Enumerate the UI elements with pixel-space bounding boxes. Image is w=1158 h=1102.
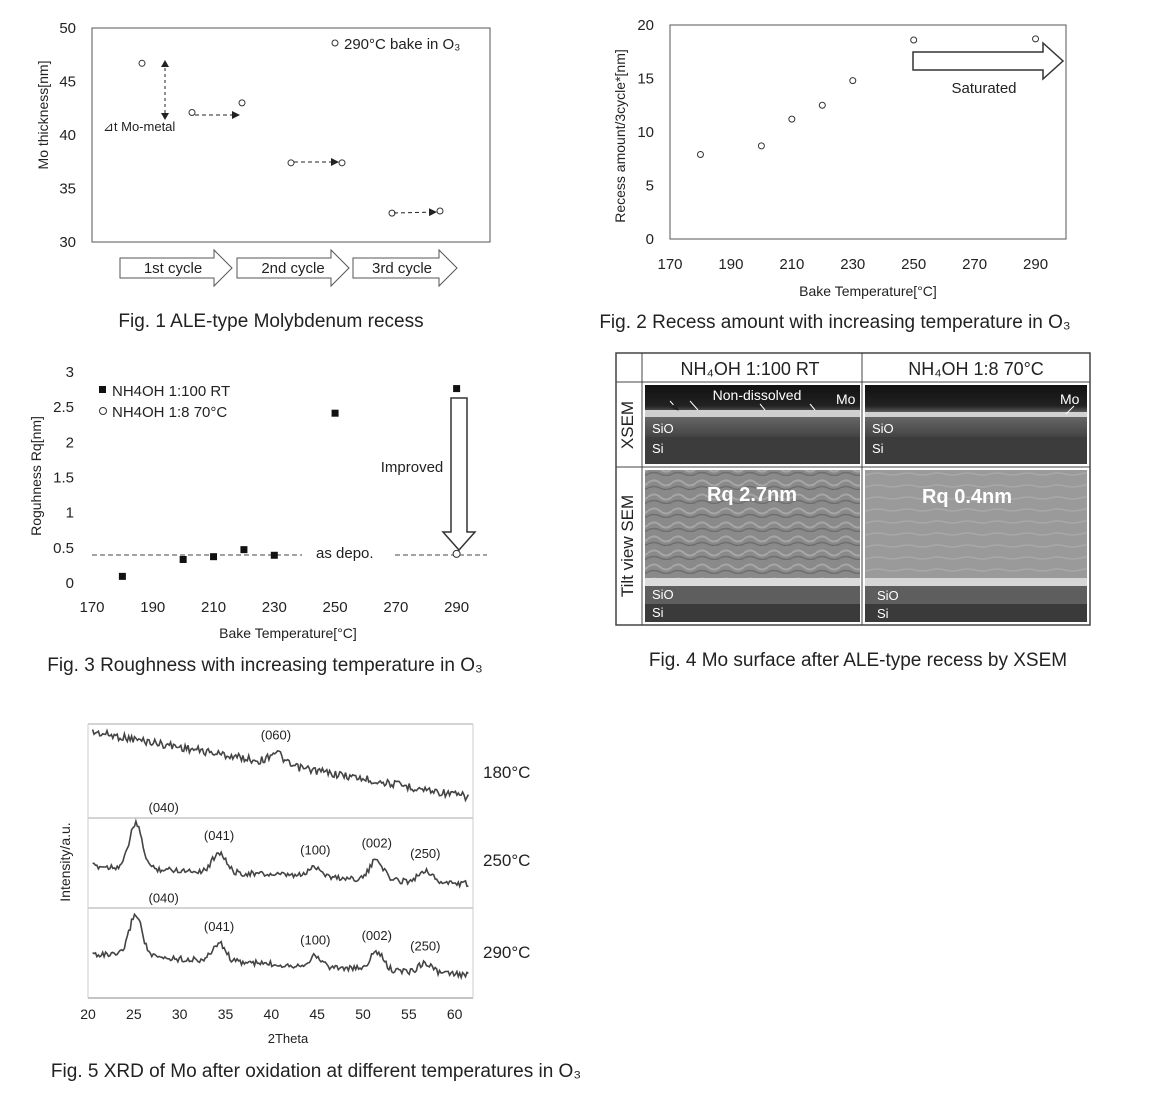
fig2-data-point: [758, 143, 764, 149]
fig4-xsem-image-2: [865, 385, 1087, 464]
fig1-annotation: ⊿t Mo-metal: [103, 119, 176, 134]
fig2-data-point: [1033, 36, 1039, 42]
fig2-xtick-label: 250: [901, 256, 927, 273]
fig4-mo-label-1: Mo: [836, 391, 856, 407]
fig1-ytick-label: 35: [59, 180, 76, 198]
fig2-xticks: [657, 256, 1048, 273]
fig5-peak-labels: [148, 728, 440, 954]
fig4-rq-label-2: Rq 0.4nm: [921, 486, 1013, 508]
fig3-ytick-label: 0: [65, 575, 74, 592]
fig4-sio-label-4: SiO: [877, 588, 899, 603]
fig1-points: [139, 60, 443, 216]
fig3-annotation: Improved: [380, 459, 444, 476]
fig3-legend-2: NH4OH 1:8 70°C: [112, 404, 228, 421]
fig2-ytick-label: 15: [637, 70, 654, 88]
fig2-yticks: [637, 17, 654, 248]
fig5-series-label-1: 180°C: [483, 763, 531, 782]
fig3-ytick-label: 2: [65, 434, 74, 452]
fig4-col2-header: NH₄OH 1:8 70°C: [908, 359, 1044, 379]
fig1-data-point: [239, 100, 245, 106]
fig3-ytick-label: 1: [65, 504, 74, 522]
fig5-peak-label: (002): [361, 835, 392, 851]
fig4-row1-header: XSEM: [618, 400, 637, 450]
fig2-saturated-arrow: [913, 43, 1063, 79]
fig2-data-point: [697, 151, 703, 157]
fig1-yticks: [59, 20, 76, 251]
fig2-ytick-label: 20: [637, 17, 654, 34]
fig1-data-point: [139, 60, 145, 66]
fig5-peak-label: (100): [300, 932, 331, 948]
fig1-ytick-label: 30: [59, 234, 76, 251]
fig3-data-point-rt: [119, 573, 126, 580]
fig3-legend-marker-1: [99, 386, 106, 393]
fig5-xtick-label: 30: [171, 1006, 188, 1022]
fig3-ytick-label: 1.5: [53, 469, 74, 487]
fig5-peak-label: (040): [148, 890, 179, 906]
fig1-data-point: [288, 160, 294, 166]
fig2-annotation: Saturated: [951, 80, 1017, 97]
fig2-data-point: [850, 78, 856, 84]
fig4-si-label-1: Si: [652, 441, 664, 456]
fig1: [35, 20, 490, 332]
fig3-data-point-70c: [453, 550, 460, 557]
fig3-data-point-rt: [271, 552, 278, 559]
fig5-xtick-label: 40: [263, 1006, 280, 1022]
fig5-xtick-label: 55: [401, 1006, 417, 1022]
fig1-plot-frame: [92, 28, 490, 242]
fig5-series-label-2: 250°C: [483, 851, 531, 870]
fig1-ytick-label: 45: [59, 73, 76, 91]
fig3-data-point-rt: [453, 385, 460, 392]
fig1-ytick-label: 40: [59, 127, 76, 144]
fig3-ytick-label: 2.5: [53, 399, 74, 417]
fig3-legend-marker-2: [100, 408, 107, 415]
fig5-xlabel: 2Theta: [267, 1031, 309, 1046]
fig2-xtick-label: 170: [657, 256, 683, 273]
fig2-caption: Fig. 2 Recess amount with increasing temperature in O₃: [599, 312, 1071, 333]
fig3-ytick-label: 3: [65, 364, 74, 381]
fig4-si-label-2: Si: [872, 441, 884, 456]
fig2-xtick-label: 190: [718, 256, 744, 273]
fig1-cycle-label-3: 3rd cycle: [371, 260, 433, 277]
fig2-xtick-label: 230: [840, 256, 866, 273]
fig1-arrow-3: [394, 212, 436, 213]
fig2-ytick-label: 10: [637, 124, 654, 141]
fig1-caption: Fig. 1 ALE-type Molybdenum recess: [118, 311, 424, 332]
fig2-data-point: [911, 37, 917, 43]
fig3-yticks: [53, 364, 74, 592]
fig2-ytick-label: 5: [645, 177, 654, 195]
fig4-caption: Fig. 4 Mo surface after ALE-type recess by XSEM: [648, 650, 1068, 671]
fig1-ylabel: Mo thickness[nm]: [35, 60, 51, 170]
fig3-xtick-label: 230: [261, 599, 287, 616]
fig3-caption: Fig. 3 Roughness with increasing temperature in O₃: [47, 655, 483, 676]
fig3-xlabel: Bake Temperature[°C]: [219, 625, 357, 641]
fig2-ytick-label: 0: [645, 231, 654, 248]
fig5-xtick-label: 45: [309, 1006, 325, 1022]
fig2-xlabel: Bake Temperature[°C]: [799, 283, 937, 299]
fig3-reference-label: as depo.: [316, 545, 374, 562]
fig5-xtick-label: 50: [355, 1006, 371, 1022]
fig3-data-point-rt: [332, 410, 339, 417]
fig1-data-point: [437, 208, 443, 214]
fig5-peak-label: (060): [260, 727, 292, 743]
fig4-sio-label-1: SiO: [652, 421, 674, 436]
fig1-delta-arrowhead-up: [161, 60, 169, 67]
fig3-xtick-label: 270: [383, 599, 409, 616]
fig5-peak-label: (041): [203, 919, 235, 935]
fig4-mo-label-2: Mo: [1060, 391, 1080, 407]
fig2-xtick-label: 210: [779, 256, 805, 273]
fig3-xtick-label: 170: [79, 599, 105, 616]
fig3-xtick-label: 190: [140, 599, 166, 616]
fig1-data-point: [189, 110, 195, 116]
fig5: [51, 724, 581, 1082]
fig4-si-label-4: Si: [877, 606, 889, 621]
fig5-caption: Fig. 5 XRD of Mo after oxidation at different temperatures in O₃: [50, 1061, 582, 1082]
fig3-legend-1: NH4OH 1:100 RT: [112, 383, 231, 400]
fig5-xtick-label: 35: [217, 1006, 234, 1022]
fig2-data-point: [819, 102, 825, 108]
fig4-non-dissolved-label: Non-dissolved: [712, 387, 802, 403]
fig5-ylabel: Intensity/a.u.: [57, 822, 73, 902]
fig2-ylabel: Recess amount/3cycle*[nm]: [612, 49, 628, 223]
fig1-cycle-label-1: 1st cycle: [143, 260, 203, 277]
fig1-cycle-label-2: 2nd cycle: [261, 260, 325, 277]
fig3-data-point-rt: [210, 553, 217, 560]
fig3-data-point-rt: [180, 556, 187, 563]
fig2: [599, 17, 1070, 333]
fig4-col1-header: NH₄OH 1:100 RT: [680, 359, 820, 379]
fig3-ytick-label: 0.5: [53, 539, 74, 557]
fig2-xtick-label: 290: [1023, 256, 1049, 273]
fig3-data-point-rt: [240, 546, 247, 553]
fig5-xtick-label: 60: [446, 1006, 463, 1022]
fig5-peak-label: (040): [148, 800, 179, 816]
fig3-xtick-label: 210: [201, 599, 227, 616]
fig5-xtick-label: 25: [126, 1006, 142, 1022]
fig5-peak-label: (100): [300, 842, 331, 858]
fig1-data-point: [339, 160, 345, 166]
fig4-row2-header: Tilt view SEM: [618, 494, 637, 598]
fig3-xtick-label: 290: [444, 599, 470, 616]
fig5-xtick-label: 20: [80, 1006, 96, 1022]
fig1-legend-marker: [332, 40, 338, 46]
fig1-ytick-label: 50: [59, 20, 76, 37]
fig3-xticks: [79, 599, 469, 616]
fig2-xtick-label: 270: [962, 256, 988, 273]
fig3: [28, 364, 487, 676]
fig2-data-point: [789, 116, 795, 122]
fig5-peak-label: (250): [410, 845, 441, 861]
fig4-rq-label-1: Rq 2.7nm: [706, 484, 798, 506]
fig3-ylabel: Roguhness Rq[nm]: [28, 416, 44, 536]
fig4-sio-label-2: SiO: [872, 421, 894, 436]
fig1-legend: 290°C bake in O₃: [344, 36, 461, 53]
fig5-peak-label: (041): [203, 828, 235, 844]
fig5-peak-label: (002): [361, 927, 392, 943]
fig5-series-label-3: 290°C: [483, 943, 531, 962]
fig3-xtick-label: 250: [322, 599, 348, 616]
fig4-sio-label-3: SiO: [652, 587, 674, 602]
fig4: [616, 353, 1090, 671]
fig5-xticks: [80, 1006, 462, 1022]
fig3-improved-arrow: [443, 398, 475, 550]
fig5-peak-label: (250): [410, 938, 441, 954]
fig4-si-label-3: Si: [652, 605, 664, 620]
